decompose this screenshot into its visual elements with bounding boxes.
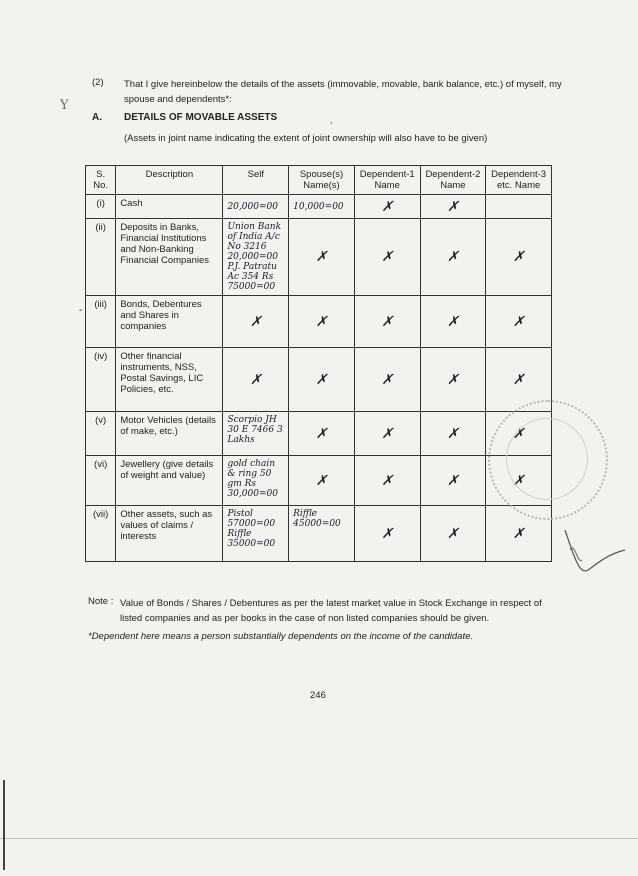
official-stamp: [488, 400, 608, 520]
row-self: Union Bank of India A/c No 3216 20,000=00 P.J. Patratu Ac 354 Rs 75000=00: [223, 219, 289, 296]
section-title: DETAILS OF MOVABLE ASSETS: [124, 112, 278, 123]
row-dependent-1: ✗: [354, 412, 420, 456]
table-row: [86, 456, 552, 506]
row-sno: (iii): [86, 296, 116, 348]
header-dependent-2: Dependent-2 Name: [420, 166, 486, 195]
signature-scribble: [560, 520, 630, 580]
movable-assets-table: [85, 165, 552, 562]
row-self: Pistol 57000=00 Riffle 35000=00: [223, 506, 289, 562]
row-spouse: 10,000=00: [289, 195, 355, 219]
row-self: ✗: [223, 296, 289, 348]
row-dependent-3: ✗: [486, 348, 552, 412]
bottom-rule: [0, 838, 638, 839]
paragraph-text: That I give hereinbelow the details of the assets (immovable, movable, bank balance, etc.) of myself, my spouse and dependents*:: [124, 79, 562, 105]
row-dependent-3: ✗: [486, 296, 552, 348]
row-dependent-2: ✗: [420, 456, 486, 506]
row-dependent-1: ✗: [354, 195, 420, 219]
row-sno: (i): [86, 195, 116, 219]
table-row: [86, 348, 552, 412]
footnote: *Dependent here means a person substantially dependents on the income of the candidate.: [88, 631, 474, 642]
header-sno: S. No.: [86, 166, 116, 195]
row-dependent-1: ✗: [354, 348, 420, 412]
section-subtitle: (Assets in joint name indicating the extent of joint ownership will also have to be given): [124, 133, 488, 144]
row-spouse: ✗: [289, 412, 355, 456]
row-spouse: Riffle 45000=00: [289, 506, 355, 562]
row-dependent-2: ✗: [420, 412, 486, 456]
page-number: 246: [310, 690, 326, 701]
table-row: [86, 219, 552, 296]
row-dependent-3: ✗: [486, 506, 552, 562]
header-spouse: Spouse(s) Name(s): [289, 166, 355, 195]
row-self: Scorpio JH 30 E 7466 3 Lakhs: [223, 412, 289, 456]
row-spouse: ✗: [289, 456, 355, 506]
row-description: Bonds, Debentures and Shares in companies: [116, 296, 223, 348]
row-spouse: ✗: [289, 219, 355, 296]
tick-mark: ,: [330, 115, 333, 125]
header-dependent-1: Dependent-1 Name: [354, 166, 420, 195]
row-dependent-1: ✗: [354, 456, 420, 506]
row-description: Other financial instruments, NSS, Postal Savings, LIC Policies, etc.: [116, 348, 223, 412]
row-dependent-2: ✗: [420, 195, 486, 219]
row-description: Cash: [116, 195, 223, 219]
header-dependent-3: Dependent-3 etc. Name: [486, 166, 552, 195]
row-dependent-2: ✗: [420, 348, 486, 412]
table-header-row: [86, 166, 552, 195]
note-label: Note :: [88, 596, 114, 607]
note-text: Value of Bonds / Shares / Debentures as per the latest market value in Stock Exchange in respect of listed companies and as per books in the case of non listed companies should be given.: [120, 598, 542, 624]
row-spouse: ✗: [289, 348, 355, 412]
row-dependent-3: ✗: [486, 412, 552, 456]
table-row: [86, 296, 552, 348]
section-letter: A.: [92, 112, 102, 123]
row-sno: (vi): [86, 456, 116, 506]
row-dependent-3: ✗: [486, 219, 552, 296]
paragraph-number: (2): [92, 77, 104, 88]
table-row: [86, 195, 552, 219]
margin-dash: -: [79, 305, 83, 316]
row-dependent-1: ✗: [354, 219, 420, 296]
row-dependent-1: ✗: [354, 296, 420, 348]
scan-edge: [3, 780, 5, 870]
row-sno: (v): [86, 412, 116, 456]
header-self: Self: [223, 166, 289, 195]
row-description: Other assets, such as values of claims / interests: [116, 506, 223, 562]
row-sno: (iv): [86, 348, 116, 412]
row-dependent-3: ✗: [486, 456, 552, 506]
row-dependent-2: ✗: [420, 296, 486, 348]
stamp-inner-ring: [506, 418, 588, 500]
row-dependent-2: ✗: [420, 219, 486, 296]
row-dependent-2: ✗: [420, 506, 486, 562]
row-description: Motor Vehicles (details of make, etc.): [116, 412, 223, 456]
row-sno: (vii): [86, 506, 116, 562]
row-self: ✗: [223, 348, 289, 412]
row-self: 20,000=00: [223, 195, 289, 219]
row-spouse: ✗: [289, 296, 355, 348]
header-description: Description: [116, 166, 223, 195]
row-description: Jewellery (give details of weight and value): [116, 456, 223, 506]
row-dependent-3: [486, 195, 552, 219]
row-sno: (ii): [86, 219, 116, 296]
handwritten-margin-mark: Y: [60, 98, 69, 113]
row-self: gold chain & ring 50 gm Rs 30,000=00: [223, 456, 289, 506]
row-description: Deposits in Banks, Financial Institutions and Non-Banking Financial Companies: [116, 219, 223, 296]
table-row: [86, 412, 552, 456]
table-row: [86, 506, 552, 562]
row-dependent-1: ✗: [354, 506, 420, 562]
